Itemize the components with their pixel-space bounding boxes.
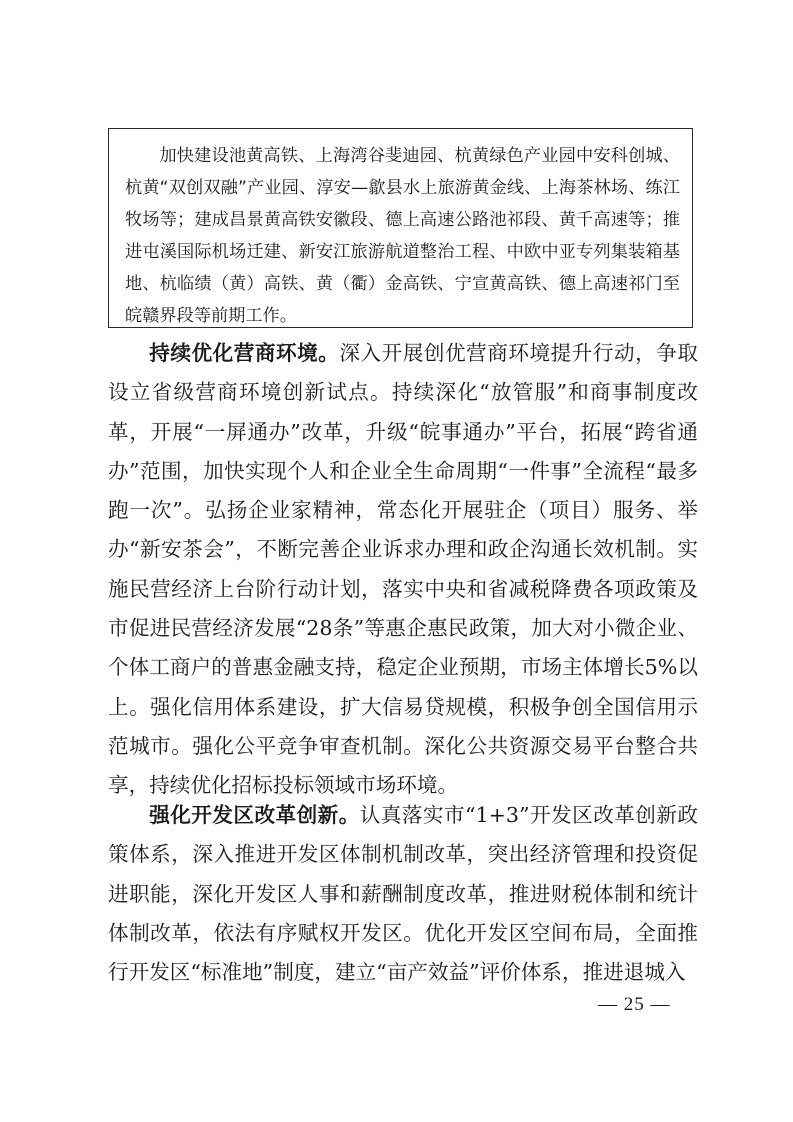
- page-number: — 25 —: [598, 994, 671, 1015]
- section-heading-business-environment: 持续优化营商环境。: [149, 341, 340, 365]
- boxed-text: 加快建设池黄高铁、上海湾谷斐迪园、杭黄绿色产业园中安科创城、杭黄“双创双融”产业园、淳安—歙县水上旅游黄金线、上海茶林场、练江牧场等；建成昌景黄高铁安徽段、德上高速公路池祁段、黄千高速等；推进屯溪国际机场迁建、新安江旅游航道整治工程、中欧中亚专列集装箱基地、杭临绩（黄）高铁、黄（衢）金高铁、宁宣黄高铁、德上高速祁门至皖赣界段等前期工作。: [125, 146, 680, 326]
- section-heading-development-zone-reform: 强化开发区改革创新。: [149, 803, 360, 827]
- paragraph-development-zone-reform: [108, 796, 698, 992]
- paragraph-body-development-zone-reform: 认真落实市“1+3”开发区改革创新政策体系，深入推进开发区体制机制改革，突出经济管理和投资促进职能，深化开发区人事和薪酬制度改革，推进财税体制和统计体制改革，依法有序赋权开发区。优化开发区空间布局，全面推行开发区“标准地”制度，建立“亩产效益”评价体系，推进退城入: [108, 803, 699, 985]
- paragraph-business-environment: [108, 334, 698, 806]
- paragraph-body-business-environment: 深入开展创优营商环境提升行动，争取设立省级营商环境创新试点。持续深化“放管服”和商事制度改革，开展“一屏通办”改革，升级“皖事通办”平台，拓展“跨省通办”范围，加快实现个人和企业全生命周期“一件事”全流程“最多跑一次”。弘扬企业家精神，常态化开展驻企（项目）服务、举办“新安茶会”，不断完善企业诉求办理和政企沟通长效机制。实施民营经济上台阶行动计划，落实中央和省减税降费各项政策及市促进民营经济发展“28条”等惠企惠民政策，加大对小微企业、个体工商户的普惠金融支持，稳定企业预期，市场主体增长5%以上。强化信用体系建设，扩大信易贷规模，积极争创全国信用示范城市。强化公平竞争审查机制。深化公共资源交易平台整合共享，持续优化招标投标领域市场环境。: [108, 341, 699, 798]
- boxed-project-list: [108, 128, 693, 328]
